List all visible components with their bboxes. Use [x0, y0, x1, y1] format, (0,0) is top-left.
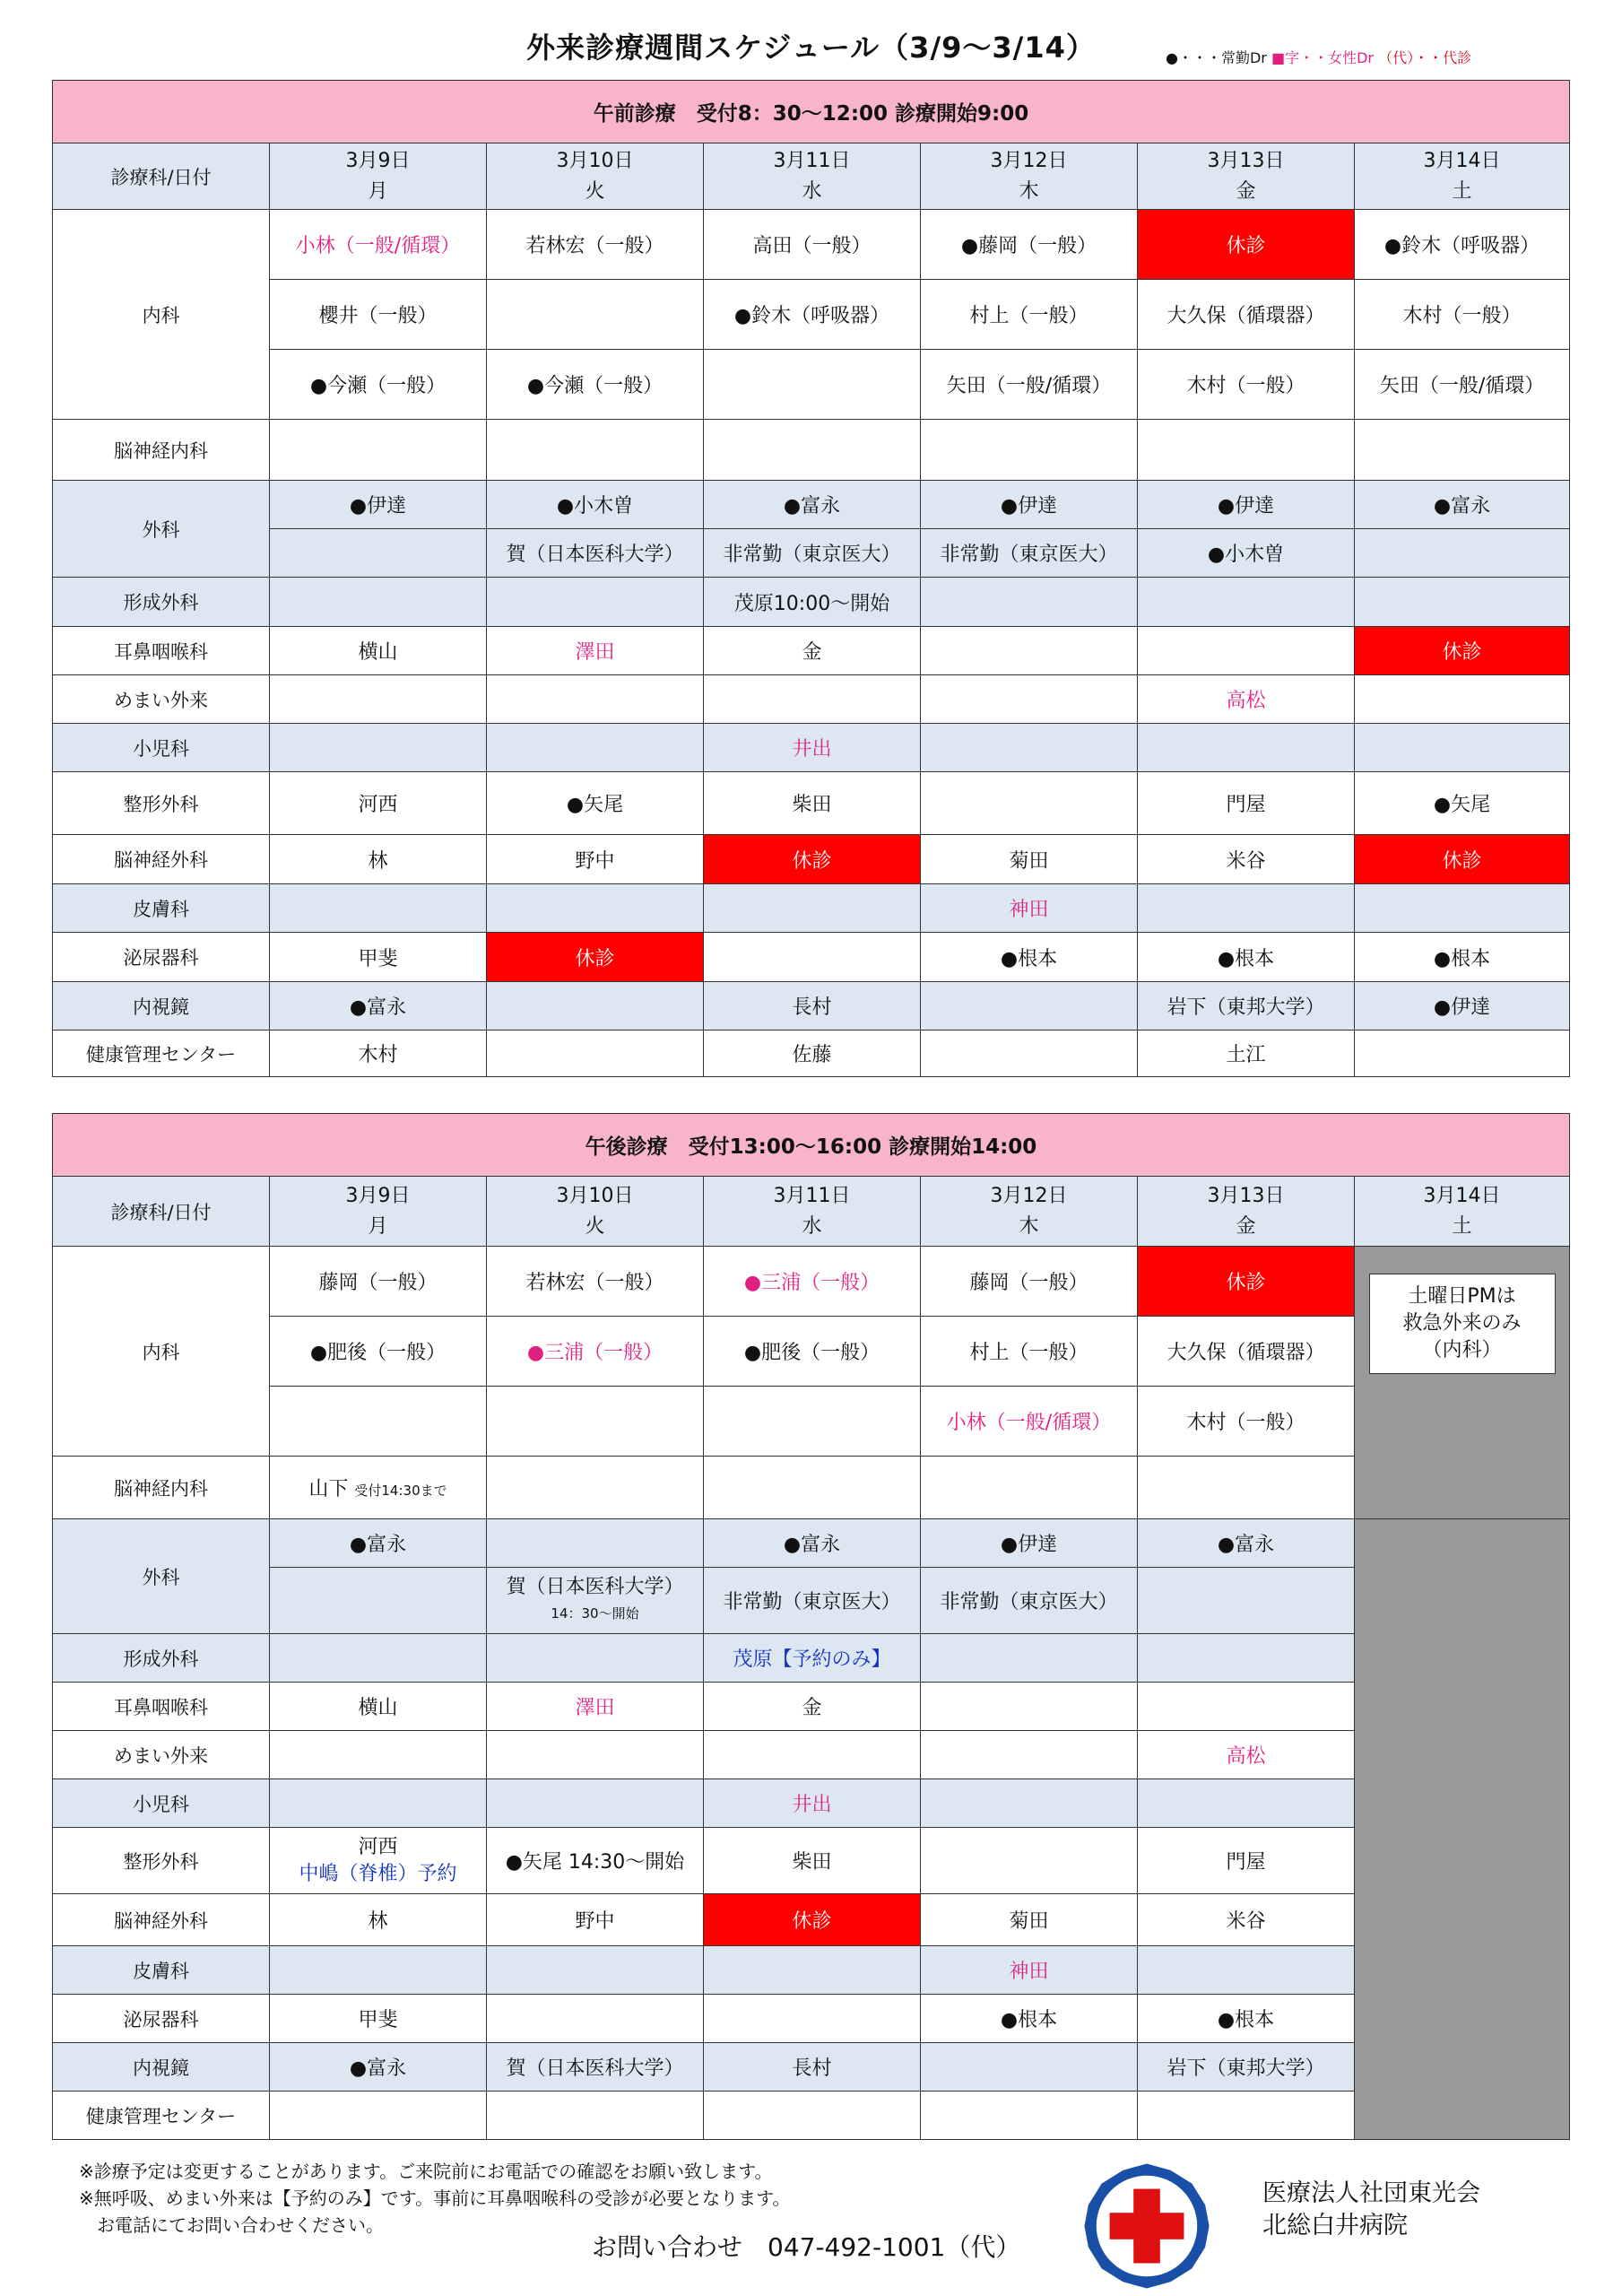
- am-dept-kenko: 健康管理センター: [53, 1031, 270, 1077]
- am-cell: [1138, 724, 1355, 772]
- am-cell: 賀（日本医科大学）: [487, 529, 704, 578]
- am-cell: ●根本: [921, 933, 1138, 982]
- pm-geka-row-1: [53, 1519, 1570, 1568]
- pm-cell: 村上（一般）: [921, 1317, 1138, 1387]
- am-cell: [487, 982, 704, 1031]
- pm-hinyo-row: [53, 1995, 1570, 2043]
- am-dept-hifu: 皮膚科: [53, 884, 270, 933]
- am-noushinkei-geka-row: [53, 835, 1570, 884]
- am-naishikyo-row: [53, 982, 1570, 1031]
- page-title: 外来診療週間スケジュール（3/9〜3/14）: [526, 30, 1096, 65]
- am-cell: [270, 529, 487, 578]
- am-day-1: 3月10日 火: [487, 144, 704, 210]
- am-cell: 土江: [1138, 1031, 1355, 1077]
- pm-noushinkei-naika-row: [53, 1457, 1570, 1519]
- am-cell-closed: 休診: [1355, 835, 1570, 884]
- am-cell: [270, 884, 487, 933]
- am-cell: 澤田: [487, 627, 704, 675]
- am-cell: [704, 675, 921, 724]
- am-cell: 河西: [270, 772, 487, 835]
- pm-jibi-row: [53, 1683, 1570, 1731]
- am-cell: [1138, 420, 1355, 481]
- am-date-row: [53, 144, 1570, 210]
- pm-cell: [270, 1568, 487, 1634]
- pm-cell: 小林（一般/循環）: [921, 1387, 1138, 1457]
- am-cell: ●伊達: [270, 481, 487, 529]
- am-cell: [1355, 675, 1570, 724]
- pm-dept-shoni: 小児科: [53, 1779, 270, 1828]
- am-geka-row-2: [53, 529, 1570, 578]
- pm-cell: [1138, 1779, 1355, 1828]
- pm-dept-naishikyo: 内視鏡: [53, 2043, 270, 2092]
- am-cell: 高松: [1138, 675, 1355, 724]
- am-cell: [921, 675, 1138, 724]
- am-cell: [921, 420, 1138, 481]
- am-cell: 木村: [270, 1031, 487, 1077]
- saturday-note: 土曜日PMは 救急外来のみ （内科）: [1369, 1274, 1556, 1374]
- pm-dept-kenko: 健康管理センター: [53, 2092, 270, 2140]
- am-shoni-row: [53, 724, 1570, 772]
- am-cell: [487, 1031, 704, 1077]
- am-cell: 柴田: [704, 772, 921, 835]
- pm-naika-row-2: [53, 1317, 1570, 1387]
- pm-cell: 河西 中嶋（脊椎）予約: [270, 1828, 487, 1894]
- pm-cell: [487, 1387, 704, 1457]
- pm-dept-jibi: 耳鼻咽喉科: [53, 1683, 270, 1731]
- am-cell: ●今瀬（一般）: [270, 350, 487, 420]
- footer-notes: [79, 2158, 791, 2239]
- am-naika-row-1: [53, 210, 1570, 280]
- pm-cell: 非常勤（東京医大）: [921, 1568, 1138, 1634]
- am-cell: [1355, 578, 1570, 627]
- am-cell: ●鈴木（呼吸器）: [704, 280, 921, 350]
- am-day-3: 3月12日 木: [921, 144, 1138, 210]
- am-cell: [487, 884, 704, 933]
- am-keisei-row: [53, 578, 1570, 627]
- am-cell-closed: 休診: [487, 933, 704, 982]
- pm-cell: 米谷: [1138, 1894, 1355, 1946]
- pm-cell: 長村: [704, 2043, 921, 2092]
- am-cell: ●藤岡（一般）: [921, 210, 1138, 280]
- pm-cell: [921, 1779, 1138, 1828]
- am-cell: 茂原10:00〜開始: [704, 578, 921, 627]
- pm-saturday-gray: [1355, 1519, 1570, 2140]
- am-cell: ●小木曽: [1138, 529, 1355, 578]
- pm-cell: [270, 1731, 487, 1779]
- pm-cell: ●富永: [270, 2043, 487, 2092]
- am-cell: [921, 724, 1138, 772]
- am-dept-memai: めまい外来: [53, 675, 270, 724]
- am-cell: ●矢尾: [487, 772, 704, 835]
- am-cell: ●小木曽: [487, 481, 704, 529]
- pm-cell: 非常勤（東京医大）: [704, 1568, 921, 1634]
- pm-cell: 高松: [1138, 1731, 1355, 1779]
- pm-naishikyo-row: [53, 2043, 1570, 2092]
- pm-cell: 山下 受付14:30まで: [270, 1457, 487, 1519]
- am-cell: [921, 627, 1138, 675]
- am-dept-naishikyo: 内視鏡: [53, 982, 270, 1031]
- pm-noushinkei-geka-row: [53, 1894, 1570, 1946]
- am-cell: 米谷: [1138, 835, 1355, 884]
- pm-cell: 大久保（循環器）: [1138, 1317, 1355, 1387]
- pm-day-4: 3月13日 金: [1138, 1177, 1355, 1247]
- pm-cell: 金: [704, 1683, 921, 1731]
- legend-female: ■字・・女性Dr: [1271, 49, 1374, 66]
- pm-date-row: [53, 1177, 1570, 1247]
- pm-cell: [487, 1779, 704, 1828]
- pm-cell: 門屋: [1138, 1828, 1355, 1894]
- am-cell: 林: [270, 835, 487, 884]
- pm-cell: ●三浦（一般）: [704, 1247, 921, 1317]
- am-cell: ●伊達: [1355, 982, 1570, 1031]
- am-cell: [487, 280, 704, 350]
- pm-memai-row: [53, 1731, 1570, 1779]
- pm-cell: [921, 1731, 1138, 1779]
- organization-hospital: 北総白井病院: [1262, 2212, 1408, 2239]
- pm-cell: 横山: [270, 1683, 487, 1731]
- am-cell: ●鈴木（呼吸器）: [1355, 210, 1570, 280]
- pm-cell: [270, 2092, 487, 2140]
- am-cell: ●根本: [1355, 933, 1570, 982]
- am-cell: 木村（一般）: [1355, 280, 1570, 350]
- pm-cell: [704, 1731, 921, 1779]
- am-cell: 櫻井（一般）: [270, 280, 487, 350]
- am-dept-shoni: 小児科: [53, 724, 270, 772]
- pm-cell: [1138, 1683, 1355, 1731]
- am-hifu-row: [53, 884, 1570, 933]
- am-cell: 村上（一般）: [921, 280, 1138, 350]
- am-cell-closed: 休診: [1138, 210, 1355, 280]
- organization-corp: 医療法人社団東光会: [1262, 2179, 1480, 2207]
- pm-geka-row-2: [53, 1568, 1570, 1634]
- am-cell: 非常勤（東京医大）: [921, 529, 1138, 578]
- hospital-cross-logo-icon: [1080, 2160, 1213, 2292]
- footer-note-1: ※診療予定は変更することがあります。ご来院前にお電話での確認をお願い致します。: [79, 2161, 773, 2182]
- am-cell: ●矢尾: [1355, 772, 1570, 835]
- pm-cell: 賀（日本医科大学）: [487, 2043, 704, 2092]
- pm-cell: [487, 1995, 704, 2043]
- am-cell: [704, 884, 921, 933]
- am-cell: 高田（一般）: [704, 210, 921, 280]
- am-cell: ●今瀬（一般）: [487, 350, 704, 420]
- dept-header: 診療科/日付: [53, 144, 270, 210]
- am-cell: 矢田（一般/循環）: [921, 350, 1138, 420]
- pm-cell: [1138, 1457, 1355, 1519]
- pm-dept-hifu: 皮膚科: [53, 1946, 270, 1995]
- pm-cell: ●富永: [270, 1519, 487, 1568]
- am-dept-seikei: 整形外科: [53, 772, 270, 835]
- pm-cell: ●富永: [704, 1519, 921, 1568]
- am-cell: [1355, 420, 1570, 481]
- am-cell: 若林宏（一般）: [487, 210, 704, 280]
- pm-dept-keisei: 形成外科: [53, 1634, 270, 1683]
- am-seikei-row: [53, 772, 1570, 835]
- pm-cell: [1138, 1568, 1355, 1634]
- am-cell-closed: 休診: [704, 835, 921, 884]
- am-cell: [1138, 578, 1355, 627]
- pm-cell: 藤岡（一般）: [921, 1247, 1138, 1317]
- am-kenko-row: [53, 1031, 1570, 1077]
- pm-cell: [487, 1634, 704, 1683]
- pm-cell: 藤岡（一般）: [270, 1247, 487, 1317]
- am-cell: 金: [704, 627, 921, 675]
- am-cell: [270, 724, 487, 772]
- pm-cell: [1138, 2092, 1355, 2140]
- pm-cell: [270, 1634, 487, 1683]
- am-day-2: 3月11日 水: [704, 144, 921, 210]
- am-header: 午前診療 受付8：30〜12:00 診療開始9:00: [53, 81, 1570, 144]
- am-cell: 菊田: [921, 835, 1138, 884]
- pm-seikei-row: [53, 1828, 1570, 1894]
- am-naika-row-2: [53, 280, 1570, 350]
- am-cell: 井出: [704, 724, 921, 772]
- am-cell: [704, 350, 921, 420]
- pm-cell: 林: [270, 1894, 487, 1946]
- pm-cell: 若林宏（一般）: [487, 1247, 704, 1317]
- am-day-5: 3月14日 土: [1355, 144, 1570, 210]
- pm-cell: 菊田: [921, 1894, 1138, 1946]
- am-day-4: 3月13日 金: [1138, 144, 1355, 210]
- am-cell: [921, 982, 1138, 1031]
- pm-day-3: 3月12日 木: [921, 1177, 1138, 1247]
- am-cell-closed: 休診: [1355, 627, 1570, 675]
- am-dept-noushinkei-naika: 脳神経内科: [53, 420, 270, 481]
- am-geka-row-1: [53, 481, 1570, 529]
- pm-cell: 柴田: [704, 1828, 921, 1894]
- am-cell: 岩下（東邦大学）: [1138, 982, 1355, 1031]
- pm-cell: 井出: [704, 1779, 921, 1828]
- am-cell: ●富永: [1355, 481, 1570, 529]
- am-cell: 小林（一般/循環）: [270, 210, 487, 280]
- am-dept-geka: 外科: [53, 481, 270, 578]
- pm-cell: [1138, 1634, 1355, 1683]
- am-cell: [487, 578, 704, 627]
- am-noushinkei-naika-row: [53, 420, 1570, 481]
- pm-cell-closed: 休診: [1138, 1247, 1355, 1317]
- am-cell: [704, 933, 921, 982]
- pm-cell: [704, 2092, 921, 2140]
- am-cell: 大久保（循環器）: [1138, 280, 1355, 350]
- pm-dept-noushinkei-geka: 脳神経外科: [53, 1894, 270, 1946]
- am-cell: [270, 420, 487, 481]
- pm-cell: [487, 1731, 704, 1779]
- am-cell: 甲斐: [270, 933, 487, 982]
- pm-dept-naika: 内科: [53, 1247, 270, 1457]
- contact-phone: お問い合わせ 047-492-1001（代）: [592, 2232, 1021, 2262]
- am-dept-hinyo: 泌尿器科: [53, 933, 270, 982]
- am-cell: 佐藤: [704, 1031, 921, 1077]
- pm-schedule-table: [52, 1113, 1570, 2140]
- pm-day-1: 3月10日 火: [487, 1177, 704, 1247]
- pm-hifu-row: [53, 1946, 1570, 1995]
- pm-dept-geka: 外科: [53, 1519, 270, 1634]
- am-cell: ●伊達: [1138, 481, 1355, 529]
- pm-cell: [487, 1519, 704, 1568]
- pm-cell: [270, 1387, 487, 1457]
- am-dept-keisei: 形成外科: [53, 578, 270, 627]
- am-dept-naika: 内科: [53, 210, 270, 420]
- am-cell: ●伊達: [921, 481, 1138, 529]
- pm-cell: 澤田: [487, 1683, 704, 1731]
- pm-cell: ●肥後（一般）: [704, 1317, 921, 1387]
- pm-header: 午後診療 受付13:00〜16:00 診療開始14:00: [53, 1114, 1570, 1177]
- am-cell: ●根本: [1138, 933, 1355, 982]
- am-naika-row-3: [53, 350, 1570, 420]
- pm-cell: 木村（一般）: [1138, 1387, 1355, 1457]
- pm-cell: [921, 2043, 1138, 2092]
- am-cell: [921, 578, 1138, 627]
- pm-day-0: 3月9日 月: [270, 1177, 487, 1247]
- pm-cell: [921, 1828, 1138, 1894]
- dept-header: 診療科/日付: [53, 1177, 270, 1247]
- am-dept-noushinkei-geka: 脳神経外科: [53, 835, 270, 884]
- am-cell: [921, 772, 1138, 835]
- am-cell: 木村（一般）: [1138, 350, 1355, 420]
- am-hinyo-row: [53, 933, 1570, 982]
- am-cell: [1355, 884, 1570, 933]
- pm-cell: [487, 2092, 704, 2140]
- am-cell: [1355, 1031, 1570, 1077]
- pm-cell-closed: 休診: [704, 1894, 921, 1946]
- am-cell: 横山: [270, 627, 487, 675]
- pm-cell: [487, 1946, 704, 1995]
- pm-cell: ●矢尾 14:30〜開始: [487, 1828, 704, 1894]
- pm-cell: [921, 1683, 1138, 1731]
- pm-cell: 野中: [487, 1894, 704, 1946]
- pm-cell: [921, 2092, 1138, 2140]
- pm-cell: [1138, 1946, 1355, 1995]
- am-cell: 門屋: [1138, 772, 1355, 835]
- pm-cell: ●富永: [1138, 1519, 1355, 1568]
- am-cell: [1138, 884, 1355, 933]
- pm-naika-row-1: [53, 1247, 1570, 1317]
- am-day-0: 3月9日 月: [270, 144, 487, 210]
- am-cell: 野中: [487, 835, 704, 884]
- am-cell: ●富永: [704, 481, 921, 529]
- pm-cell: [921, 1457, 1138, 1519]
- am-cell: 矢田（一般/循環）: [1355, 350, 1570, 420]
- pm-cell: [487, 1457, 704, 1519]
- am-jibi-row: [53, 627, 1570, 675]
- pm-cell: [704, 1946, 921, 1995]
- legend-regular: ●・・・常勤Dr: [1166, 49, 1267, 66]
- pm-dept-memai: めまい外来: [53, 1731, 270, 1779]
- pm-cell: ●根本: [1138, 1995, 1355, 2043]
- pm-day-2: 3月11日 水: [704, 1177, 921, 1247]
- am-dept-jibi: 耳鼻咽喉科: [53, 627, 270, 675]
- am-cell: [270, 675, 487, 724]
- am-cell: [487, 724, 704, 772]
- am-memai-row: [53, 675, 1570, 724]
- am-cell: [921, 1031, 1138, 1077]
- pm-cell: [704, 1457, 921, 1519]
- am-cell: [1355, 529, 1570, 578]
- footer-note-3: お電話にてお問い合わせください。: [97, 2214, 384, 2236]
- pm-keisei-row: [53, 1634, 1570, 1683]
- pm-cell: [270, 1779, 487, 1828]
- am-cell: ●富永: [270, 982, 487, 1031]
- pm-cell: ●根本: [921, 1995, 1138, 2043]
- footer-note-2: ※無呼吸、めまい外来は【予約のみ】です。事前に耳鼻咽喉科の受診が必要となります。: [79, 2187, 791, 2209]
- am-cell: [487, 420, 704, 481]
- pm-day-5: 3月14日 土: [1355, 1177, 1570, 1247]
- am-cell: [487, 675, 704, 724]
- pm-cell: [921, 1634, 1138, 1683]
- pm-saturday-closed: [1355, 1247, 1570, 1519]
- pm-cell: 岩下（東邦大学）: [1138, 2043, 1355, 2092]
- am-cell: [1355, 724, 1570, 772]
- pm-cell: [704, 1387, 921, 1457]
- pm-cell: [704, 1995, 921, 2043]
- pm-shoni-row: [53, 1779, 1570, 1828]
- am-cell: [1138, 627, 1355, 675]
- pm-dept-seikei: 整形外科: [53, 1828, 270, 1894]
- pm-cell: [270, 1946, 487, 1995]
- am-schedule-table: [52, 80, 1570, 1077]
- pm-dept-hinyo: 泌尿器科: [53, 1995, 270, 2043]
- am-cell: 長村: [704, 982, 921, 1031]
- am-cell: 非常勤（東京医大）: [704, 529, 921, 578]
- am-cell: 神田: [921, 884, 1138, 933]
- pm-cell: ●三浦（一般）: [487, 1317, 704, 1387]
- pm-kenko-row: [53, 2092, 1570, 2140]
- pm-cell: 賀（日本医科大学） 14：30〜開始: [487, 1568, 704, 1634]
- legend-substitute: （代）・・代診: [1378, 49, 1472, 66]
- pm-dept-noushinkei-naika: 脳神経内科: [53, 1457, 270, 1519]
- am-cell: [270, 578, 487, 627]
- pm-cell: ●肥後（一般）: [270, 1317, 487, 1387]
- am-cell: [704, 420, 921, 481]
- pm-cell: 茂原【予約のみ】: [704, 1634, 921, 1683]
- pm-cell: 神田: [921, 1946, 1138, 1995]
- pm-naika-row-3: [53, 1387, 1570, 1457]
- organization: [1262, 2178, 1480, 2242]
- pm-cell: 甲斐: [270, 1995, 487, 2043]
- legend: [1166, 47, 1471, 67]
- pm-cell: ●伊達: [921, 1519, 1138, 1568]
